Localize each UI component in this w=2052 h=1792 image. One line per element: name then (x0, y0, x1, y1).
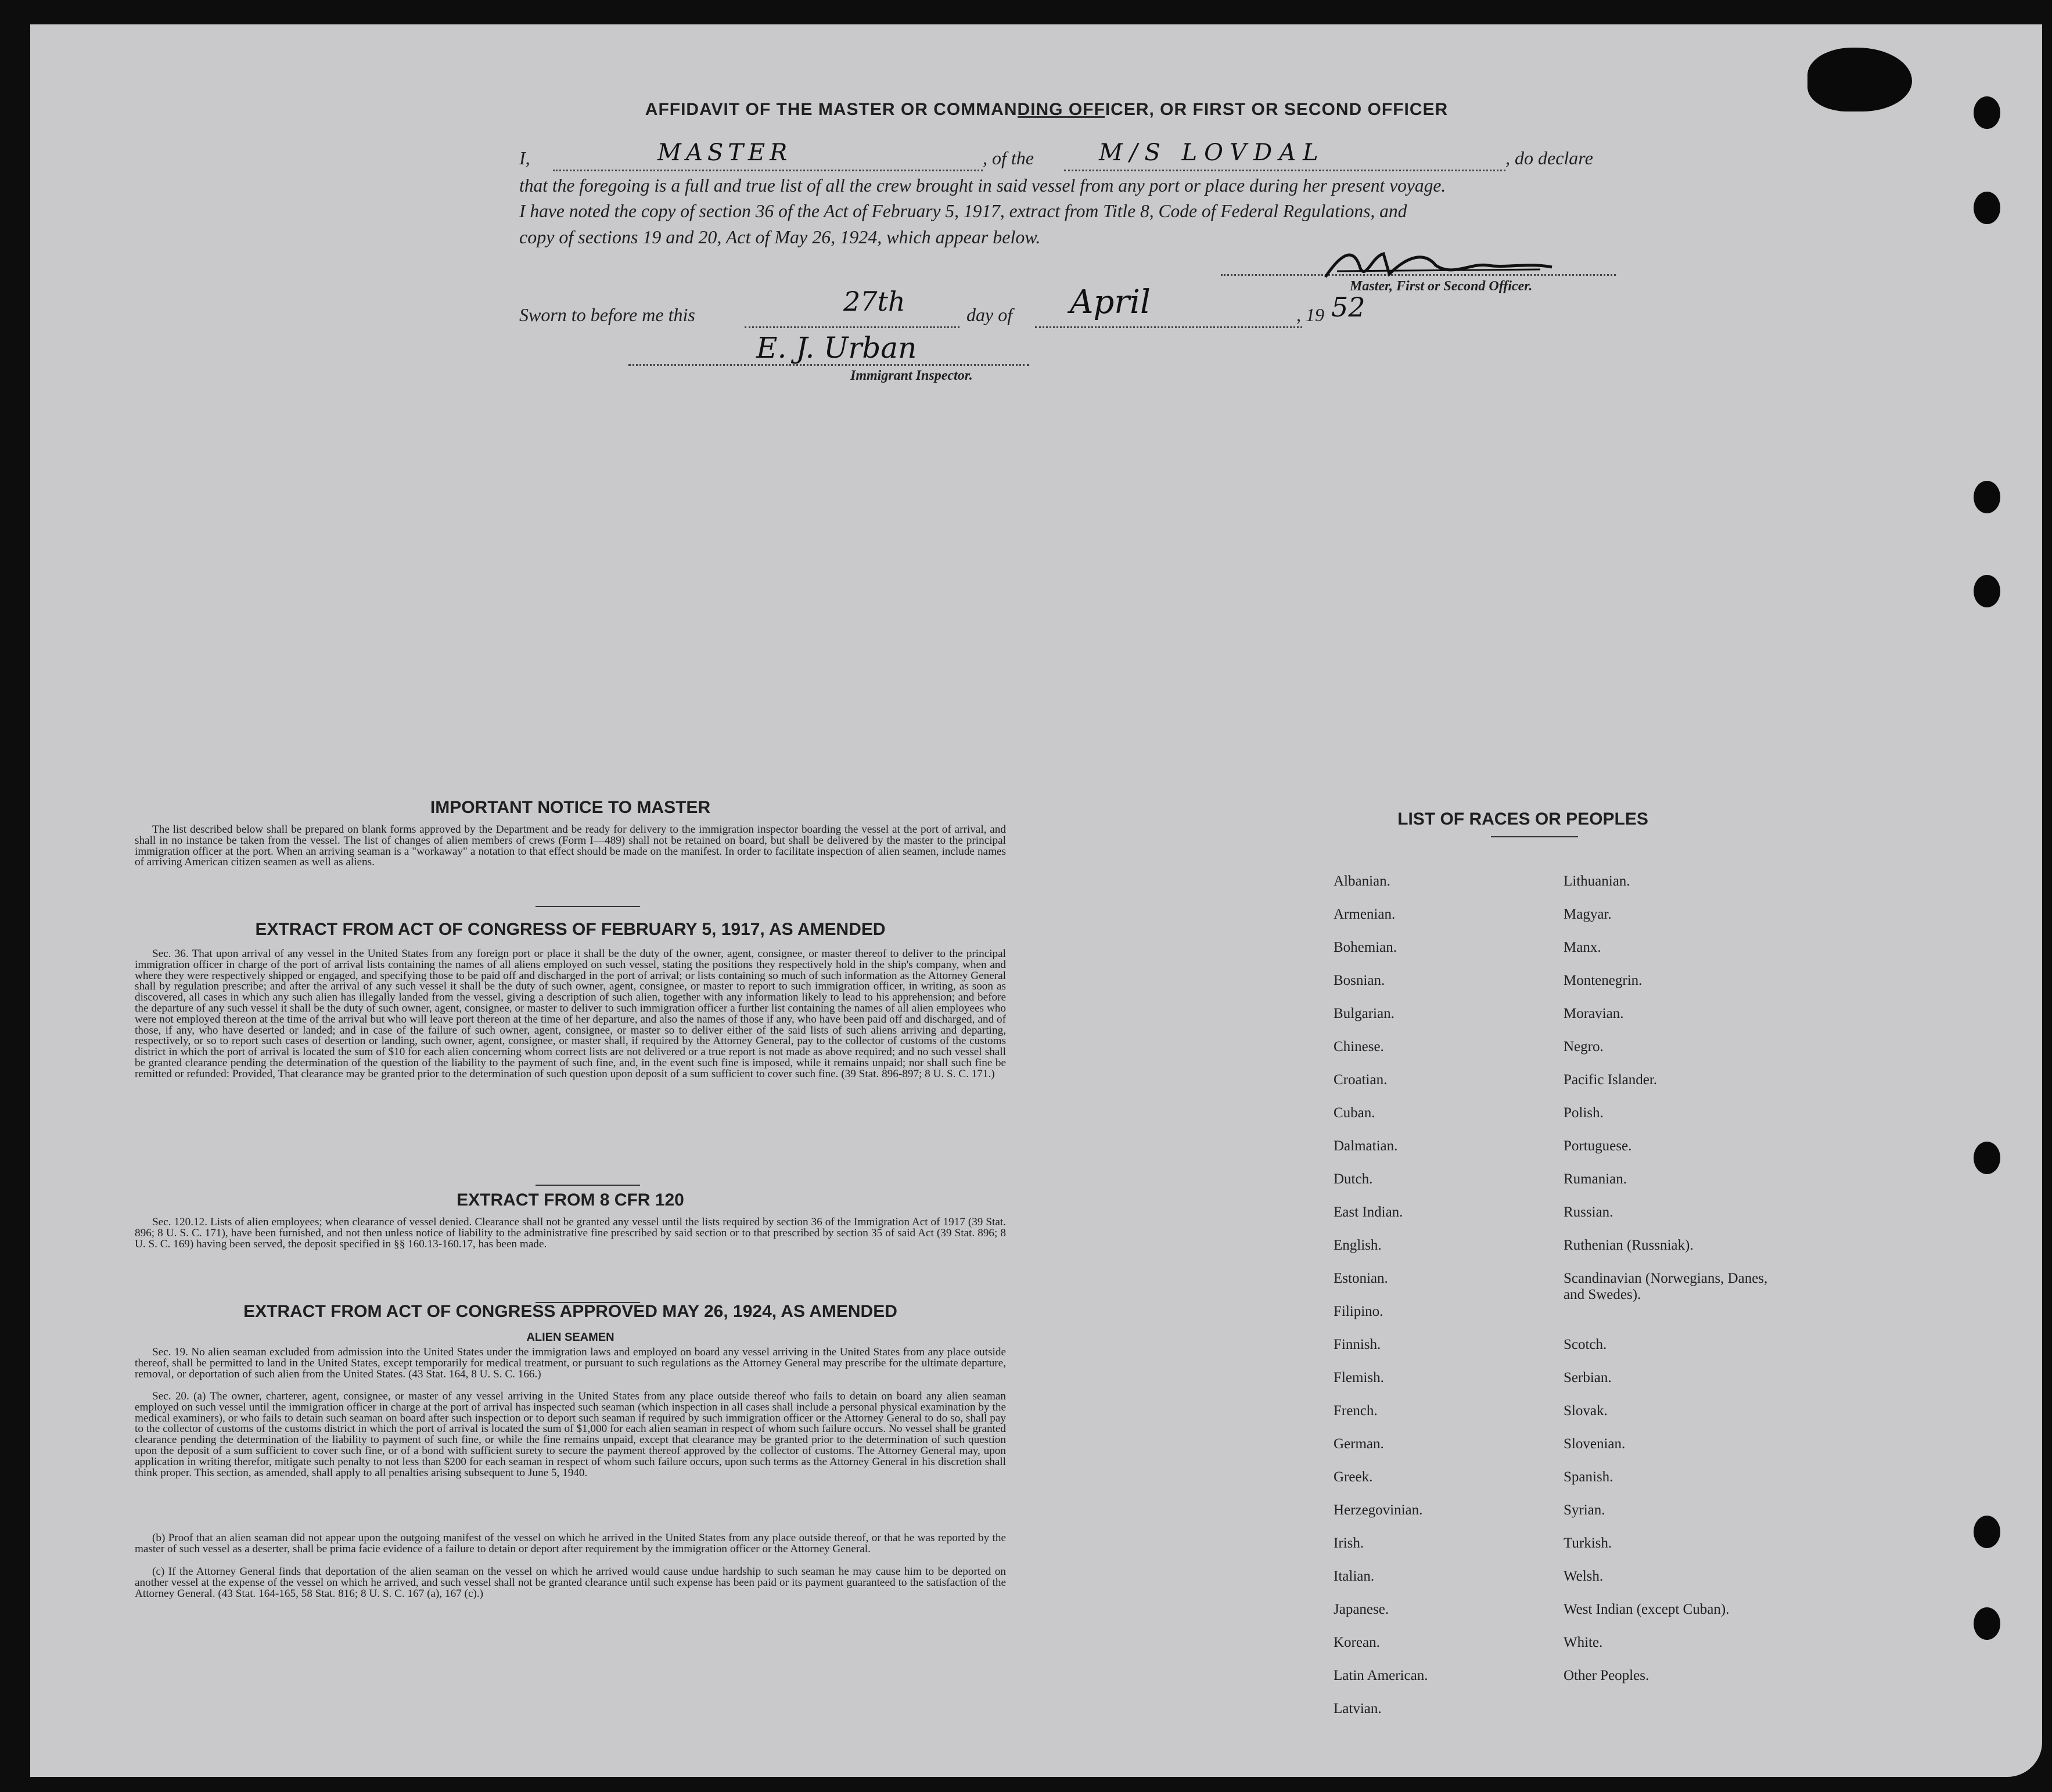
punch-hole (1974, 192, 2000, 224)
race-item: Herzegovinian. (1334, 1502, 1423, 1518)
vessel-name-handwritten: M/S LOVDAL (1099, 139, 1325, 166)
of-the-label: , of the (983, 147, 1034, 168)
race-item: Welsh. (1564, 1568, 1604, 1584)
divider (1018, 116, 1105, 118)
race-item: Filipino. (1334, 1304, 1383, 1319)
race-item: West Indian (except Cuban). (1564, 1602, 1730, 1617)
year-prefix: , 19 (1296, 304, 1324, 325)
extract-1924-sec20c: (c) If the Attorney General finds that deportation of the alien seaman on the vessel on which he arrived would cause undue hardship to such seaman he may cause him to be deported on another vessel at the expense of the vessel on which he arrived, and such vessel shall not be granted clearance until such expense has been paid or its payment guaranteed to the satisfaction of the Attorney General. (43 Stat. 164-165, 58 Stat. 816; 8 U. S. C. 167 (a), 167 (c).) (135, 1566, 1006, 1600)
race-item: Latvian. (1334, 1701, 1382, 1717)
race-item: Russian. (1564, 1204, 1613, 1220)
vessel-name-line (1064, 170, 1505, 171)
extract-1924-sec19: Sec. 19. No alien seaman excluded from admission into the United States under the immigration laws and employed on board any vessel arriving in the United States from any place outside thereof, shall be permitted to land in the United States, except temporarily for medical treatment, or pursuant to such regulations as the Attorney General may prescribe for the ultimate departure, removal, or deportation of such alien from the United States. (43 Stat. 164, 8 U. S. C. 166.) (135, 1346, 1006, 1380)
race-item: Ruthenian (Russniak). (1564, 1237, 1694, 1253)
extract-cfr-title: EXTRACT FROM 8 CFR 120 (457, 1190, 684, 1210)
inspector-signature: E. J. Urban (756, 331, 917, 365)
race-item: Dalmatian. (1334, 1138, 1398, 1154)
race-item: Scandinavian (Norwegians, Danes, and Swedes). (1564, 1271, 1768, 1302)
race-item: Negro. (1564, 1039, 1604, 1055)
master-name-handwritten: MASTER (657, 139, 792, 166)
race-item: Japanese. (1334, 1602, 1389, 1617)
punch-hole (1974, 481, 2000, 513)
affidavit-line-2: that the foregoing is a full and true list of all the crew brought in said vessel from any port or place during her present voyage. (519, 175, 1446, 196)
torn-corner (1807, 48, 1912, 111)
sworn-day-handwritten: 27th (843, 286, 905, 317)
extract-1924-title: EXTRACT FROM ACT OF CONGRESS APPROVED MAY 26, 1924, AS AMENDED (243, 1302, 897, 1321)
race-item: Latin American. (1334, 1668, 1428, 1683)
punch-hole (1974, 575, 2000, 607)
race-item: Montenegrin. (1564, 973, 1643, 988)
race-item: Scotch. (1564, 1337, 1607, 1352)
races-left-column (1334, 873, 1428, 1734)
race-item: Magyar. (1564, 906, 1612, 922)
punch-hole (1974, 1516, 2000, 1548)
affidavit-line-4: copy of sections 19 and 20, Act of May 26, 1924, which appear below. (519, 226, 1041, 247)
race-item: Rumanian. (1564, 1171, 1627, 1187)
race-item: Greek. (1334, 1469, 1373, 1485)
race-item: Finnish. (1334, 1337, 1381, 1352)
sworn-month-handwritten: April (1070, 283, 1151, 321)
race-item: French. (1334, 1403, 1378, 1419)
sworn-month-line (1035, 326, 1302, 328)
race-item: Syrian. (1564, 1502, 1605, 1518)
day-of-label: day of (966, 304, 1013, 325)
alien-seamen-subtitle: ALIEN SEAMEN (526, 1331, 614, 1344)
race-item: Spanish. (1564, 1469, 1613, 1485)
race-item: Armenian. (1334, 906, 1396, 922)
race-item: Chinese. (1334, 1039, 1384, 1055)
inspector-caption: Immigrant Inspector. (850, 368, 973, 383)
affidavit-line-3: I have noted the copy of section 36 of the Act of February 5, 1917, extract from Title 8, Code of Federal Regulations, and (519, 201, 1407, 221)
year-suffix-handwritten: 52 (1331, 292, 1365, 323)
races-right-column (1564, 873, 1773, 1701)
notice-text: The list described below shall be prepared on blank forms approved by the Department and be ready for delivery to the immigration inspector boarding the vessel at the port of arrival, and shall in no instance be taken from the vessel. The list of changes of alien members of crews (Form I—489) shall not be retained on board, but shall be delivered by the master to the principal immigration officer at the port. When an arriving seaman is a "workaway" a notation to that effect should be made on the manifest. In order to facilitate inspection of alien seamen, include names of arriving American citizen seamen as well as aliens. (135, 823, 1006, 869)
sworn-label: Sworn to before me this (519, 304, 695, 325)
race-item: Other Peoples. (1564, 1668, 1649, 1683)
race-item: Slovenian. (1564, 1436, 1626, 1452)
race-item: East Indian. (1334, 1204, 1403, 1220)
declare-label: , do declare (1505, 147, 1593, 168)
race-item: Flemish. (1334, 1370, 1384, 1386)
race-item: Croatian. (1334, 1072, 1388, 1088)
race-item: Bulgarian. (1334, 1006, 1395, 1021)
extract-cfr-text: Sec. 120.12. Lists of alien employees; when clearance of vessel denied. Clearance shall not be granted any vessel until the lists required by section 36 of the Immigration Act of 1917 (39 Stat. 896; 8 U. S. C. 171), have been furnished, and not then unless notice of liability to the administrative fine prescribed by said section or to that prescribed by section 35 of said Act (39 Stat. 896; 8 U. S. C. 169) having been served, the deposit specified in §§ 160.13-160.17, has been made. (135, 1216, 1006, 1250)
extract-1924-sec20a: Sec. 20. (a) The owner, charterer, agent, consignee, or master of any vessel arriving in the United States from any place outside thereof who fails to detain on board any alien seaman employed on such vessel until the immigration officer in charge at the port of arrival has inspected such seaman (which inspection in all cases shall include a personal physical examination by the medical examiners), or who fails to detain such seaman on board after such inspection or to deport such seaman if required by such immigration officer or the Attorney General to do so, shall pay to the collector of customs of the customs district in which the port of arrival is located the sum of $1,000 for each alien seaman in respect of whom such failure occurs. No vessel shall be granted clearance pending the determination of the liability to payment of such fine, or while the fine remains unpaid, except that clearance may be granted prior to the determination of such question upon the deposit of a sum sufficient to cover such fine, or of a bond with sufficient surety to secure the payment thereof approved by the collector of customs. The Attorney General may, upon application in writing therefor, mitigate such penalty to not less than $200 for each seaman in respect of whom such failure occurs, upon such terms as the Attorney General in his discretion shall think proper. This section, as amended, shall apply to all penalties arising subsequent to June 5, 1940. (135, 1390, 1006, 1479)
divider (1491, 836, 1578, 837)
master-caption: Master, First or Second Officer. (1350, 279, 1533, 294)
race-item: Lithuanian. (1564, 873, 1630, 889)
race-item: Manx. (1564, 940, 1601, 955)
race-item: Portuguese. (1564, 1138, 1632, 1154)
form-sheet (30, 24, 2042, 1777)
race-item: Bohemian. (1334, 940, 1397, 955)
race-item: Irish. (1334, 1535, 1364, 1551)
race-item: Bosnian. (1334, 973, 1385, 988)
extract-1924-sec20b: (b) Proof that an alien seaman did not appear upon the outgoing manifest of the vessel on which he arrived in the United States from any place outside thereof, or that he was reported by the master of such vessel as a deserter, shall be prima facie evidence of a failure to detain or deport after requirement by the immigration officer or the Attorney General. (135, 1532, 1006, 1555)
race-item: Pacific Islander. (1564, 1072, 1658, 1088)
races-title: LIST OF RACES OR PEOPLES (1397, 809, 1648, 829)
race-item: Polish. (1564, 1105, 1604, 1121)
punch-hole (1974, 1142, 2000, 1174)
race-item: Turkish. (1564, 1535, 1612, 1551)
race-item (1564, 1304, 1773, 1337)
race-item: Dutch. (1334, 1171, 1373, 1187)
divider (536, 906, 640, 907)
race-item: Cuban. (1334, 1105, 1375, 1121)
race-item: English. (1334, 1237, 1382, 1253)
punch-hole (1974, 1607, 2000, 1640)
race-item: Moravian. (1564, 1006, 1624, 1021)
race-item: Italian. (1334, 1568, 1375, 1584)
sworn-day-line (745, 326, 959, 328)
race-item: Albanian. (1334, 873, 1390, 889)
race-item: Slovak. (1564, 1403, 1608, 1419)
race-item: Serbian. (1564, 1370, 1612, 1386)
race-item: German. (1334, 1436, 1384, 1452)
notice-title: IMPORTANT NOTICE TO MASTER (430, 798, 711, 817)
race-item: Korean. (1334, 1635, 1380, 1650)
master-name-line (553, 170, 983, 171)
extract-1917-text: Sec. 36. That upon arrival of any vessel in the United States from any foreign port or place it shall be the duty of the owner, agent, consignee, or master thereof to deliver to the principal immigration officer in charge of the port of arrival lists containing the names of all aliens employed on such vessel, stating the positions they respectively hold in the ship's company, when and where they were respectively shipped or engaged, and specifying those to be paid off and discharged in the port of arrival; or lists containing so much of such information as the Attorney General shall by regulation prescribe; and after the arrival of any such vessel it shall be the duty of such owner, agent, consignee, or master to report to such immigration officer, in writing, as soon as discovered, all cases in which any such alien has illegally landed from the vessel, giving a description of such alien, together with any information likely to lead to his apprehension; and before the departure of any such vessel it shall be the duty of such owner, agent, consignee, or master to deliver to such immigration officer a further list containing the names of all alien employees who were not employed thereon at the time of the arrival but who will leave port thereon at the time of her departure, and also the names of those if any, who have been paid off and discharged, and of those, if any, who have deserted or landed; and in case of the failure of such owner, agent, consignee, or master so to deliver either of the said lists of such aliens arriving and departing, respectively, or so to report such cases of desertion or landing, such owner, agent, consignee, or master shall, if required by the Attorney General, pay to the collector of customs of the customs district in which the port of arrival is located the sum of $10 for each alien concerning whom correct lists are not delivered or a true report is not made as above required; and no such vessel shall be granted clearance pending the determination of the question of the liability to the payment of such fine, and, in the event such fine is imposed, while it remains unpaid; nor shall such fine be remitted or refunded: Provided, That clearance may be granted prior to the determination of such question upon deposit of a sum sufficient to cover such fine. (39 Stat. 896-897; 8 U. S. C. 171.) (135, 948, 1006, 1080)
affidavit-i-label: I, (519, 147, 530, 168)
race-item: Estonian. (1334, 1271, 1388, 1286)
punch-hole (1974, 96, 2000, 129)
affidavit-title: AFFIDAVIT OF THE MASTER OR COMMANDING OFFICER, OR FIRST OR SECOND OFFICER (645, 100, 1449, 119)
race-item: White. (1564, 1635, 1603, 1650)
divider (536, 1185, 640, 1186)
extract-1917-title: EXTRACT FROM ACT OF CONGRESS OF FEBRUARY 5, 1917, AS AMENDED (255, 920, 886, 939)
